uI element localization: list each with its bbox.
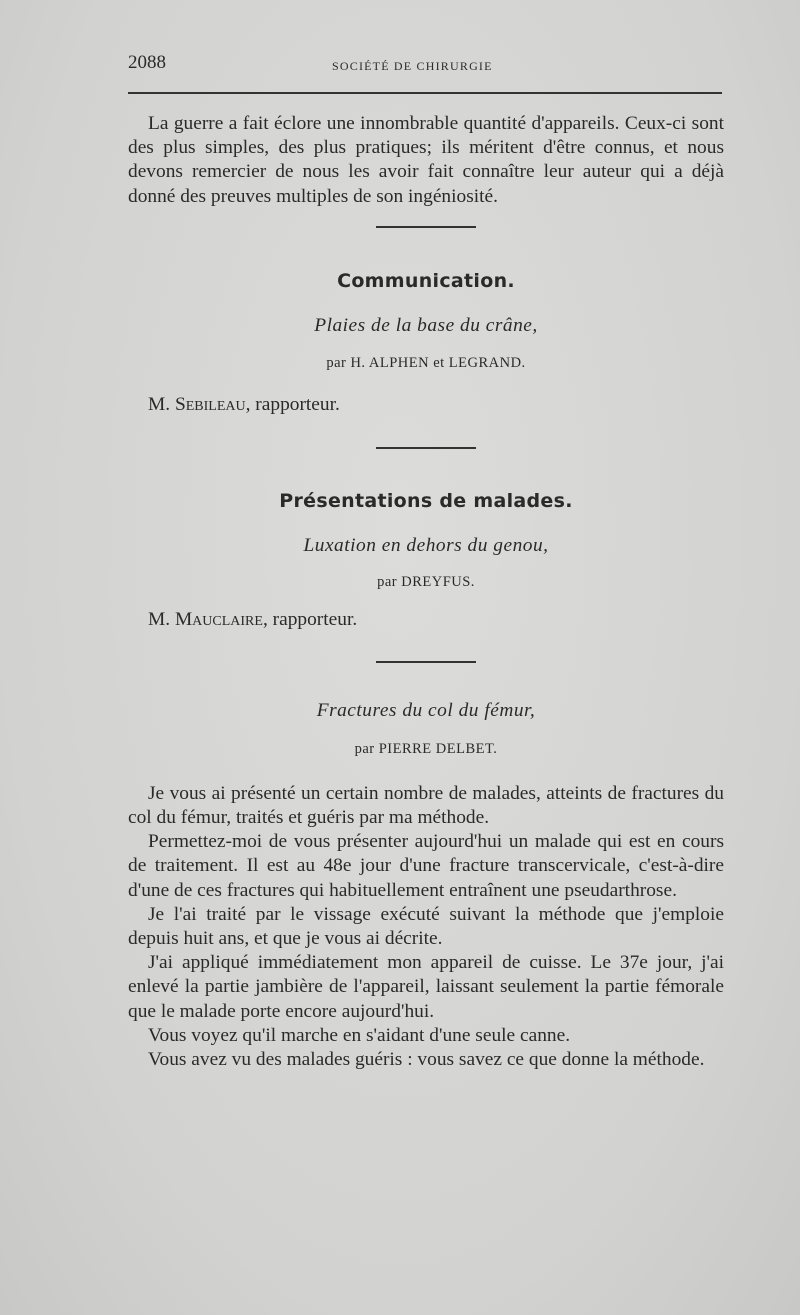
intro-paragraph: La guerre a fait éclore une innombrable quantité d'appareils. Ceux-ci sont des plus simples, des plus pratiques; ils méritent d'être connus, et nous devons remercier de nous les avoir fait connaître leur auteur qui a déjà donné des preuves multiples de son ingéniosité. xyxy=(128,113,724,207)
body-paragraph: J'ai appliqué immédiatement mon appareil de cuisse. Le 37e jour, j'ai enlevé la partie jambière de l'appareil, laissant seulement la partie fémorale que le malade porte encore aujourd'hui. xyxy=(128,952,724,1022)
presentations-heading: Présentations de malades. xyxy=(279,489,573,512)
body-paragraph: Je l'ai traité par le vissage exécuté suivant la méthode que j'emploie depuis huit ans, et que je vous ai décrite. xyxy=(128,903,724,950)
body-paragraph: Vous voyez qu'il marche en s'aidant d'une seule canne. xyxy=(148,1024,571,1046)
body-paragraph: Je vous ai présenté un certain nombre de malades, atteints de fractures du col du fémur, traités et guéris par ma méthode. xyxy=(128,782,724,829)
rapporteur-prefix: M. xyxy=(148,609,175,631)
page-header xyxy=(128,50,722,80)
rapporteur-suffix: , rapporteur. xyxy=(262,609,358,631)
page-number: 2088 xyxy=(128,52,166,73)
section-divider xyxy=(376,661,476,663)
presentation-1-rapporteur xyxy=(128,608,724,632)
presentation-1-byline: par DREYFUS. xyxy=(377,574,475,591)
rapporteur-name: Mauclaire xyxy=(174,609,263,631)
body-paragraph: Vous avez vu des malades guéris : vous savez ce que donne la méthode. xyxy=(148,1049,705,1071)
section-divider xyxy=(376,447,476,449)
presentation-2-body xyxy=(128,782,724,1072)
body-paragraph: Permettez-moi de vous présenter aujourd'hui un malade qui est en cours de traitement. Il est au 48e jour d'une fracture transcervicale, c'est-à-dire d'une de ces fractures qui habituellement entraînent une pseudarthrose. xyxy=(128,831,724,901)
communication-byline: par H. ALPHEN et LEGRAND. xyxy=(326,355,526,372)
presentation-1-title: Luxation en dehors du genou, xyxy=(303,534,549,556)
section-divider xyxy=(376,226,476,228)
rapporteur-suffix: , rapporteur. xyxy=(245,394,340,416)
header-rule xyxy=(128,92,722,94)
communication-rapporteur xyxy=(128,393,724,417)
communication-heading: Communication. xyxy=(337,269,515,292)
page-content xyxy=(128,112,724,1072)
presentation-2-title: Fractures du col du fémur, xyxy=(316,700,536,722)
rapporteur-name: Sebileau xyxy=(174,394,246,416)
presentation-2-byline: par PIERRE DELBET. xyxy=(354,740,498,757)
rapporteur-prefix: M. xyxy=(148,394,175,416)
communication-title: Plaies de la base du crâne, xyxy=(314,315,538,337)
running-head: SOCIÉTÉ DE CHIRURGIE xyxy=(332,59,493,73)
